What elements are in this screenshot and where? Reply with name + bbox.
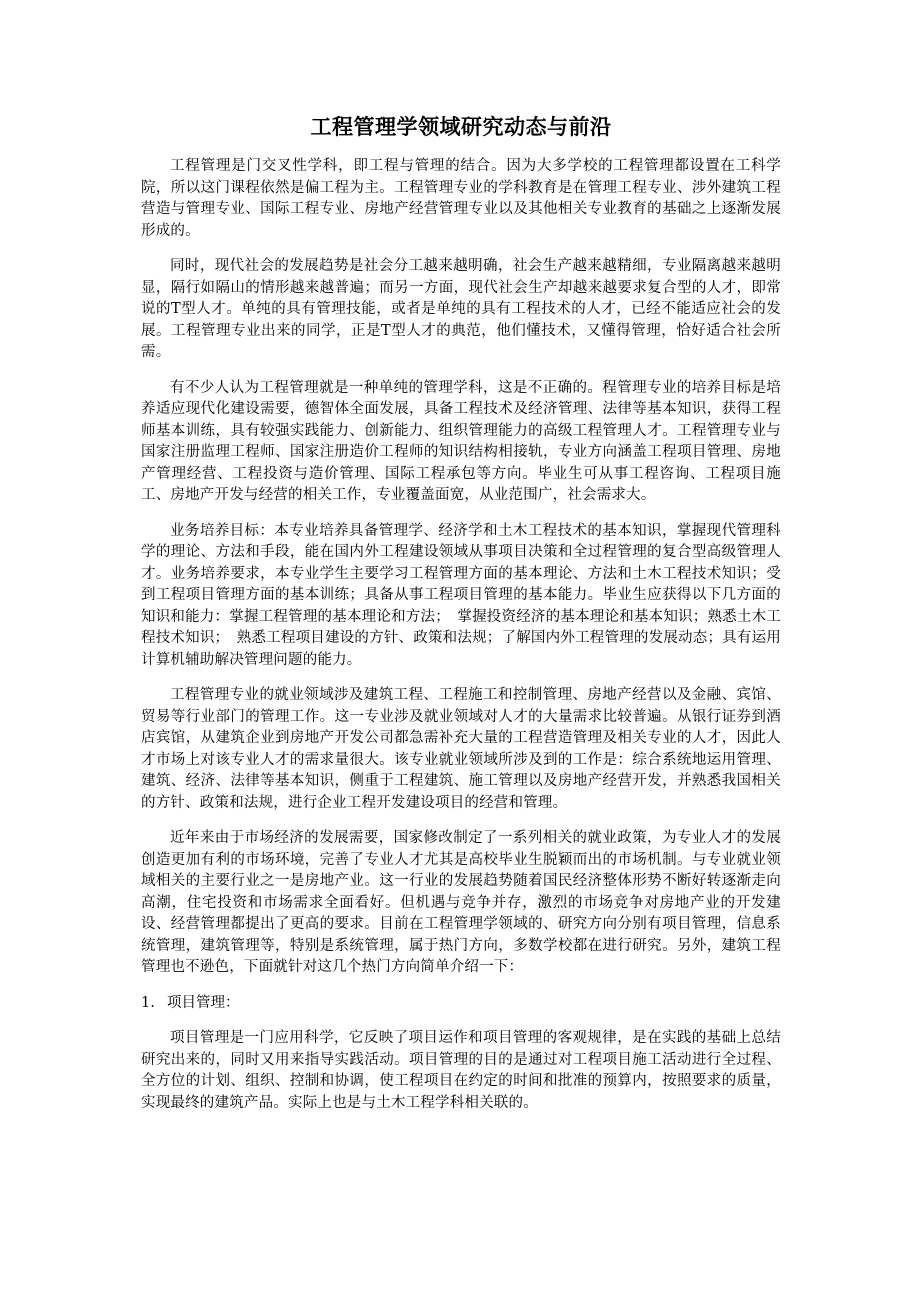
paragraph-employment: 工程管理专业的就业领域涉及建筑工程、工程施工和控制管理、房地产经营以及金融、宾馆、贸易等行业部门的管理工作。这一专业涉及就业领域对人才的大量需求比较普遍。从银行证券到酒店宾馆，从建筑企业到房地产开发公司都急需补充大量的工程营造管理及相关专业的人才，因此人才市场上对该专业人才的需求量很大。该专业就业领域所涉及到的工作是：综合系统地运用管理、建筑、经济、法律等基本知识，侧重于工程建筑、施工管理以及房地产经营开发，并熟悉我国相关的方针、政策和法规，进行企业工程开发建设项目的经营和管理。 [141, 687, 781, 811]
paragraph-training-goal: 有不少人认为工程管理就是一种单纯的管理学科，这是不正确的。程管理专业的培养目标是培养适应现代化建设需要，德智体全面发展，具备工程技术及经济管理、法律等基本知识，获得工程师基本训练，具有较强实践能力、创新能力、组织管理能力的高级工程管理人才。工程管理专业与国家注册监理工程师、国家注册造价工程师的知识结构相接轨，专业方向涵盖工程项目管理、房地产管理经营、工程投资与造价管理、国际工程承包等方向。毕业生可从事工程咨询、工程项目施工、房地产开发与经营的相关工作，专业覆盖面宽，从业范围广，社会需求大。 [141, 379, 781, 503]
paragraph-market: 近年来由于市场经济的发展需要，国家修改制定了一系列相关的就业政策，为专业人才的发展创造更加有利的市场环境，完善了专业人才尤其是高校毕业生脱颖而出的市场机制。与专业就业领域相关的主要行业之一是房地产业。这一行业的发展趋势随着国民经济整体形势不断好转逐渐走向高潮，住宅投资和市场需求全面看好。但机遇与竞争并存，激烈的市场竞争对房地产业的开发建设、经营管理都提出了更高的要求。目前在工程管理学领域的、研究方向分别有项目管理，信息系统管理，建筑管理等，特别是系统管理，属于热门方向，多数学校都在进行研究。另外，建筑工程管理也不逊色，下面就针对这几个热门方向简单介绍一下： [141, 830, 781, 975]
document-page [141, 112, 781, 1128]
paragraph-t-talent: 同时，现代社会的发展趋势是社会分工越来越明确，社会生产越来越精细，专业隔离越来越明显，隔行如隔山的情形越来越普遍；而另一方面，现代社会生产却越来越要求复合型的人才，即常说的T型人才。单纯的具有管理技能，或者是单纯的具有工程技术的人才，已经不能适应社会的发展。工程管理专业出来的同学，正是T型人才的典范，他们懂技术，又懂得管理，恰好适合社会所需。 [141, 258, 781, 360]
list-item-number: 1. [141, 994, 155, 1011]
paragraph-business-goal: 业务培养目标：本专业培养具备管理学、经济学和土木工程技术的基本知识，掌握现代管理科学的理论、方法和手段，能在国内外工程建设领域从事项目决策和全过程管理的复合型高级管理人才。业务培养要求，本专业学生主要学习工程管理方面的基本理论、方法和土木工程技术知识；受到工程项目管理方面的基本训练；具备从事工程项目管理的基本能力。毕业生应获得以下几方面的知识和能力：掌握工程管理的基本理论和方法； 掌握投资经济的基本理论和基本知识；熟悉土木工程技术知识； 熟悉工程项目建设的方针、政策和法规；了解国内外工程管理的发展动态；具有运用计算机辅助解决管理问题的能力。 [141, 522, 781, 668]
list-item-project-management [141, 993, 781, 1015]
paragraph-project-management: 项目管理是一门应用科学，它反映了项目运作和项目管理的客观规律，是在实践的基础上总结研究出来的，同时又用来指导实践活动。项目管理的目的是通过对工程项目施工活动进行全过程、全方位的计划、组织、控制和协调，使工程项目在约定的时间和批准的预算内，按照要求的质量，实现最终的建筑产品。实际上也是与土木工程学科相关联的。 [141, 1030, 781, 1111]
document-title: 工程管理学领域研究动态与前沿 [310, 115, 612, 139]
paragraph-intro: 工程管理是门交叉性学科，即工程与管理的结合。因为大多学校的工程管理都设置在工科学院，所以这门课程依然是偏工程为主。工程管理专业的学科教育是在管理工程专业、涉外建筑工程营造与管理专业、国际工程专业、房地产经营管理专业以及其他相关专业教育的基础之上逐渐发展形成的。 [141, 158, 781, 239]
list-item-label: 项目管理： [167, 994, 240, 1011]
